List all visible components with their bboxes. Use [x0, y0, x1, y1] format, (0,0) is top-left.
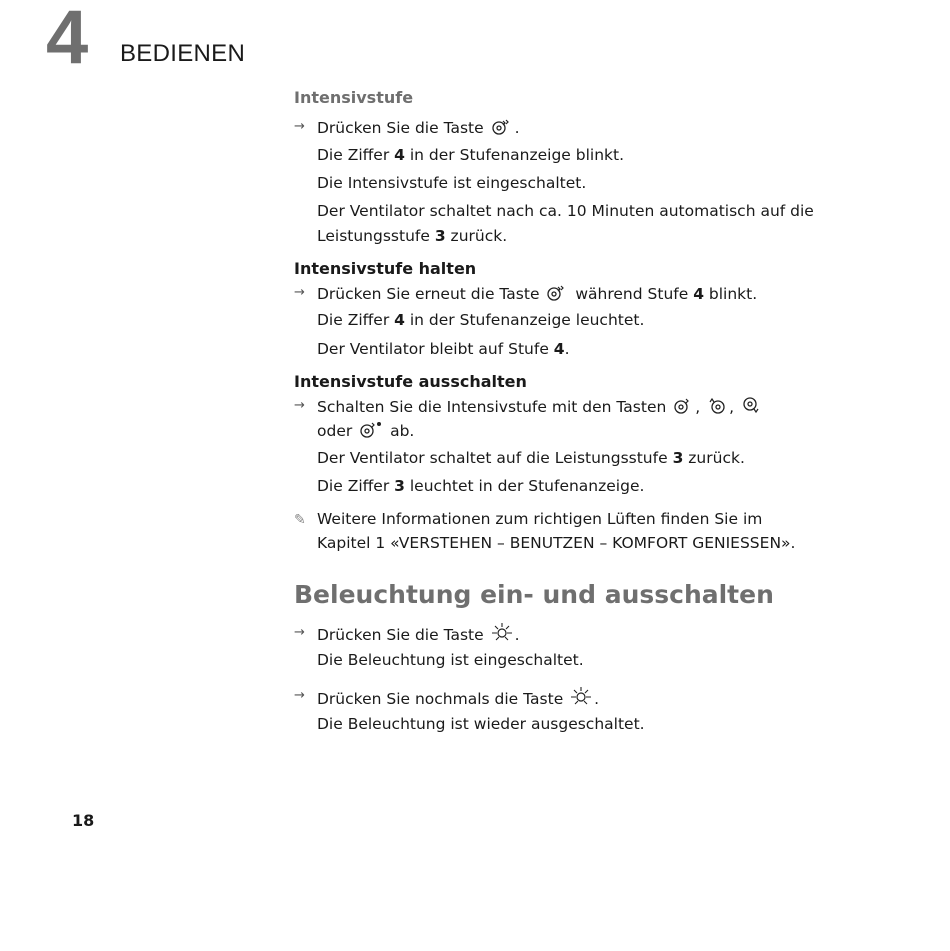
arrow-icon: →	[294, 625, 305, 640]
text-line: oder ab.	[317, 422, 415, 440]
section-heading-halten: Intensivstufe halten	[294, 259, 477, 278]
instruction: Schalten Sie die Intensivstufe mit den Tasten , ,	[317, 396, 763, 416]
text-line: Der Ventilator schaltet nach ca. 10 Minuten automatisch auf die	[317, 202, 814, 220]
fan-auto-icon	[359, 420, 383, 438]
section-heading-ausschalten: Intensivstufe ausschalten	[294, 372, 527, 391]
note-line: Weitere Informationen zum richtigen Lüften finden Sie im	[317, 510, 763, 528]
chapter-title: BEDIENEN	[120, 40, 246, 67]
arrow-icon: →	[294, 398, 305, 413]
text-line: Die Ziffer 3 leuchtet in der Stufenanzeige.	[317, 477, 645, 495]
text-line: Die Intensivstufe ist eingeschaltet.	[317, 174, 587, 192]
fan-intensive-icon	[546, 283, 568, 301]
note-pencil-icon: ✎	[294, 512, 306, 528]
fan-up-icon	[707, 396, 727, 414]
section-heading-beleuchtung: Beleuchtung ein- und ausschalten	[294, 580, 774, 609]
section-heading-intensivstufe: Intensivstufe	[294, 88, 414, 107]
fan-down-icon	[741, 396, 761, 414]
chapter-number: 4	[46, 0, 89, 80]
light-icon	[491, 622, 513, 642]
light-icon	[570, 686, 592, 706]
text-line: Leistungsstufe 3 zurück.	[317, 227, 508, 245]
text-line: Die Beleuchtung ist eingeschaltet.	[317, 651, 584, 669]
note-line: Kapitel 1 «VERSTEHEN – BENUTZEN – KOMFORT GENIESSEN».	[317, 534, 796, 552]
text-line: Die Beleuchtung ist wieder ausgeschaltet.	[317, 715, 645, 733]
instruction: Drücken Sie die Taste .	[317, 622, 520, 644]
text-line: Die Ziffer 4 in der Stufenanzeige blinkt.	[317, 146, 625, 164]
text-line: Der Ventilator bleibt auf Stufe 4.	[317, 340, 570, 358]
page-number: 18	[72, 811, 95, 830]
arrow-icon: →	[294, 119, 305, 134]
instruction: Drücken Sie erneut die Taste während Stufe 4 blinkt.	[317, 285, 758, 303]
arrow-icon: →	[294, 688, 305, 703]
instruction: Drücken Sie nochmals die Taste .	[317, 686, 599, 708]
text-line: Die Ziffer 4 in der Stufenanzeige leuchtet.	[317, 311, 645, 329]
arrow-icon: →	[294, 285, 305, 300]
instruction: Drücken Sie die Taste .	[317, 119, 520, 137]
text-line: Der Ventilator schaltet auf die Leistungsstufe 3 zurück.	[317, 449, 745, 467]
fan-level-icon	[673, 396, 693, 414]
fan-intensive-icon	[491, 117, 513, 135]
